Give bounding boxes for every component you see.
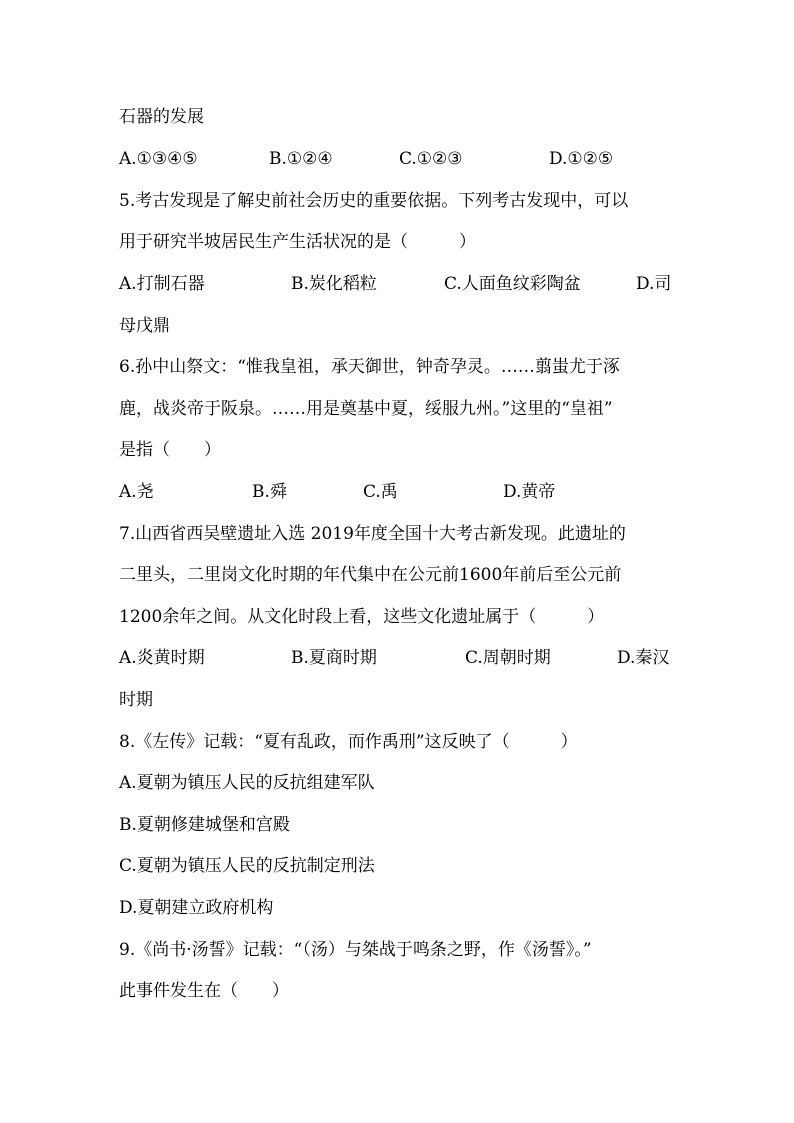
q7-option-b: B.夏商时期 bbox=[291, 648, 377, 668]
q4-option-c: C.①②③ bbox=[399, 149, 463, 169]
q5-stem-line1: 5.考古发现是了解史前社会历史的重要依据。下列考古发现中，可以 bbox=[119, 191, 629, 211]
q7-option-a: A.炎黄时期 bbox=[119, 648, 205, 668]
q7-option-d: D.秦汉 bbox=[617, 648, 670, 668]
q8-option-c: C.夏朝为镇压人民的反抗制定刑法 bbox=[119, 856, 375, 876]
q6-stem-line3: 是指（ ） bbox=[119, 440, 221, 460]
q8-option-a: A.夏朝为镇压人民的反抗组建军队 bbox=[119, 773, 375, 793]
q6-option-d: D.黄帝 bbox=[503, 482, 556, 502]
q9-stem-line1: 9.《尚书·汤誓》记载：“（汤）与桀战于鸣条之野，作《汤誓》。” bbox=[119, 940, 592, 960]
q4-option-d: D.①②⑤ bbox=[549, 149, 614, 169]
q6-stem-line1: 6.孙中山祭文：“惟我皇祖，承天御世，钟奇孕灵。……翦蚩尤于涿 bbox=[119, 357, 620, 377]
q7-option-c: C.周朝时期 bbox=[465, 648, 551, 668]
q8-option-b: B.夏朝修建城堡和宫殿 bbox=[119, 815, 290, 835]
q7-stem-line2: 二里头，二里岗文化时期的年代集中在公元前1600年前后至公元前 bbox=[119, 565, 622, 585]
q4-option-b: B.①②④ bbox=[269, 149, 333, 169]
q6-option-a: A.尧 bbox=[119, 482, 154, 502]
q5-option-d: D.司 bbox=[636, 274, 672, 294]
q4-stem-tail: 石器的发展 bbox=[119, 107, 204, 127]
q6-option-c: C.禹 bbox=[363, 482, 398, 502]
q7-stem-line3: 1200余年之间。从文化时段上看，这些文化遗址属于（ ） bbox=[119, 607, 605, 627]
q7-option-d-wrap: 时期 bbox=[119, 690, 153, 710]
q4-option-a: A.①③④⑤ bbox=[119, 149, 198, 169]
q8-stem: 8.《左传》记载：“夏有乱政，而作禹刑”这反映了（ ） bbox=[119, 732, 578, 752]
q6-option-b: B.舜 bbox=[252, 482, 287, 502]
q6-stem-line2: 鹿，战炎帝于阪泉。……用是奠基中夏，绥服九州。”这里的“皇祖” bbox=[119, 399, 613, 419]
q8-option-d: D.夏朝建立政府机构 bbox=[119, 898, 274, 918]
q9-stem-line2: 此事件发生在（ ） bbox=[119, 981, 289, 1001]
q5-stem-line2: 用于研究半坡居民生产生活状况的是（ ） bbox=[119, 232, 476, 252]
q5-option-c: C.人面鱼纹彩陶盆 bbox=[444, 274, 581, 294]
q7-stem-line1: 7.山西省西吴壁遗址入选 2019年度全国十大考古新发现。此遗址的 bbox=[119, 524, 626, 544]
q5-option-d-wrap: 母戊鼎 bbox=[119, 316, 170, 336]
q5-option-a: A.打制石器 bbox=[119, 274, 205, 294]
q5-option-b: B.炭化稻粒 bbox=[291, 274, 377, 294]
